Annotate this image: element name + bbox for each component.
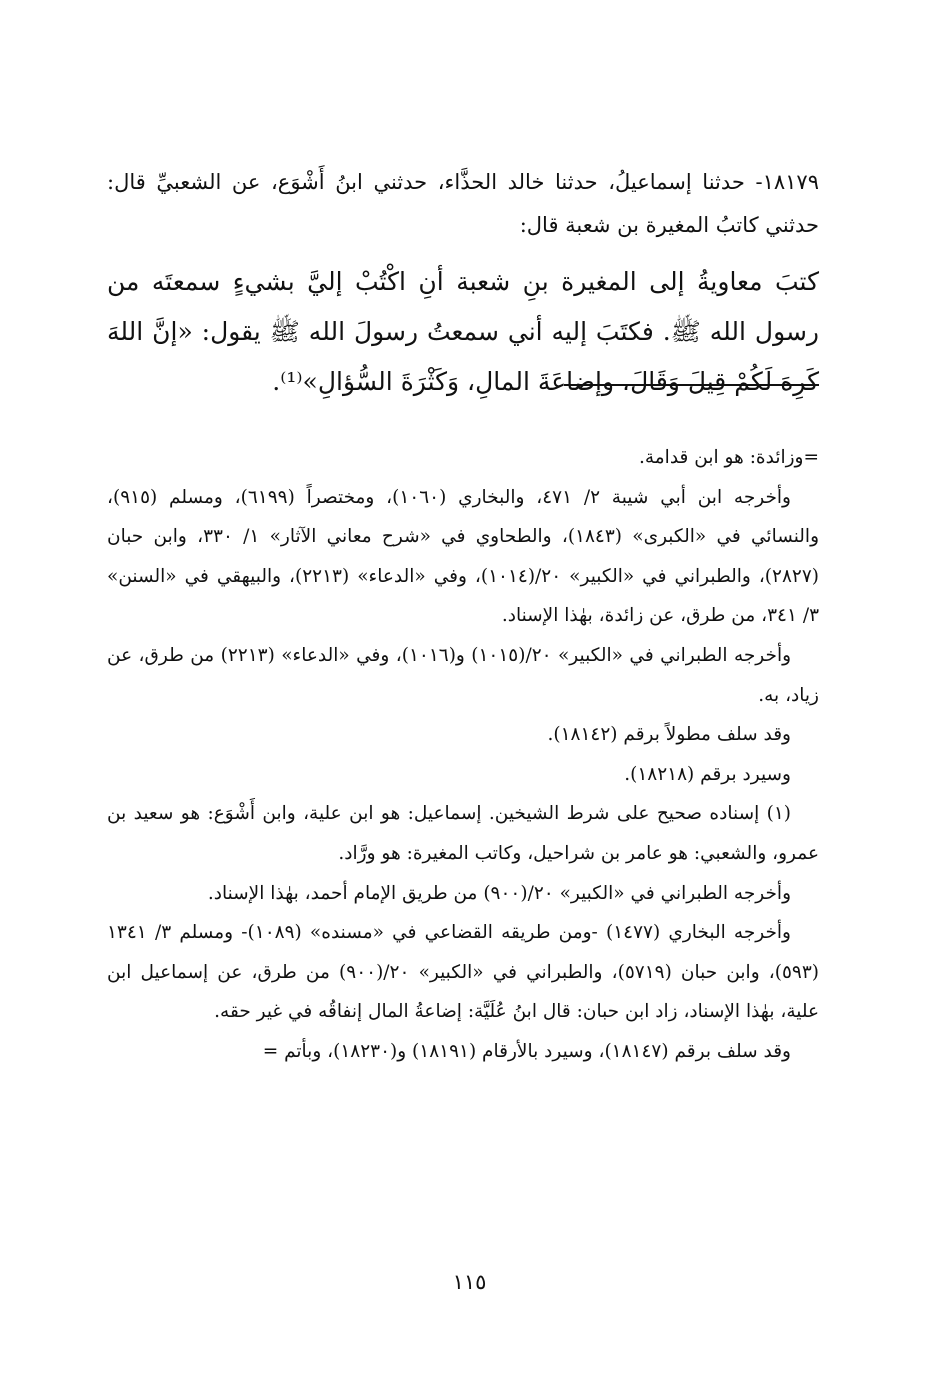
page-number: ١١٥ <box>452 1270 487 1294</box>
hadith-matn: كتبَ معاويةُ إلى المغيرة بنِ شعبة أنِ اكْتُبْ إليَّ بشيءٍ سمعتَه من رسول الله ﷺ. فكتَبَ إليه أني سمعتُ رسولَ الله ﷺ يقول: «إنَّ اللهَ كَرِهَ لَكُمْ قِيلَ وَقَالَ، وإضاعَةَ المالِ، وَكَثْرَةَ السُّؤالِ»⁽¹⁾. <box>107 267 819 396</box>
footnote-paragraph: وأخرجه البخاري (١٤٧٧) -ومن طريقه القضاعي في «مسنده» (١٠٨٩)- ومسلم ٣/ ١٣٤١ (٥٩٣)، وابن حبان (٥٧١٩)، والطبراني في «الكبير» ٢٠/(٩٠٠) من طرق، عن إسماعيل ابن علية، بهٰذا الإسناد، زاد ابن حبان: قال ابنُ عُلَيَّة: إضاعةُ المال إنفاقُه في غير حقه. <box>107 922 819 1023</box>
footnote-paragraph: وأخرجه ابن أبي شيبة ٢/ ٤٧١، والبخاري (١٠٦٠)، ومختصراً (٦١٩٩)، ومسلم (٩١٥)، والنسائي في «الكبرى» (١٨٤٣)، والطحاوي في «شرح معاني الآثار» ١/ ٣٣٠، وابن حبان (٢٨٢٧)، والطبراني في «الكبير» ٢٠/(١٠١٤)، وفي «الدعاء» (٢٢١٣)، والبيهقي في «السنن» ٣/ ٣٤١، من طرق، عن زائدة، بهٰذا الإسناد. <box>107 486 819 627</box>
footnote-paragraph: وأخرجه الطبراني في «الكبير» ٢٠/(١٠١٥) و(١٠١٦)، وفي «الدعاء» (٢٢١٣) من طرق، عن زياد، به. <box>107 644 819 706</box>
footnote-paragraph: =وزائدة: هو ابن قدامة. <box>638 447 819 468</box>
footnote-paragraph: وأخرجه الطبراني في «الكبير» ٢٠/(٩٠٠) من طريق الإمام أحمد، بهٰذا الإسناد. <box>207 882 791 904</box>
footnotes <box>107 438 819 1072</box>
footnote-paragraph: وقد سلف برقم (١٨١٤٧)، وسيرد بالأرقام (١٨١٩١) و(١٨٢٣٠)، وبأتم = <box>262 1040 791 1062</box>
hadith-isnad: ١٨١٧٩- حدثنا إسماعيلُ، حدثنا خالد الحذَّاء، حدثني ابنُ أَشْوَع، عن الشعبيِّ قال: حدثني كاتبُ المغيرة بن شعبة قال: <box>107 170 819 237</box>
footnote-paragraph: وسيرد برقم (١٨٢١٨). <box>624 763 791 785</box>
footnote-separator <box>564 384 819 386</box>
footnote-paragraph: وقد سلف مطولاً برقم (١٨١٤٢). <box>547 724 791 746</box>
footnote-paragraph: (١) إسناده صحيح على شرط الشيخين. إسماعيل: هو ابن علية، وابن أَشْوَع: هو سعيد بن عمرو، والشعبي: هو عامر بن شراحيل، وكاتب المغيرة: هو ورَّاد. <box>107 803 819 864</box>
